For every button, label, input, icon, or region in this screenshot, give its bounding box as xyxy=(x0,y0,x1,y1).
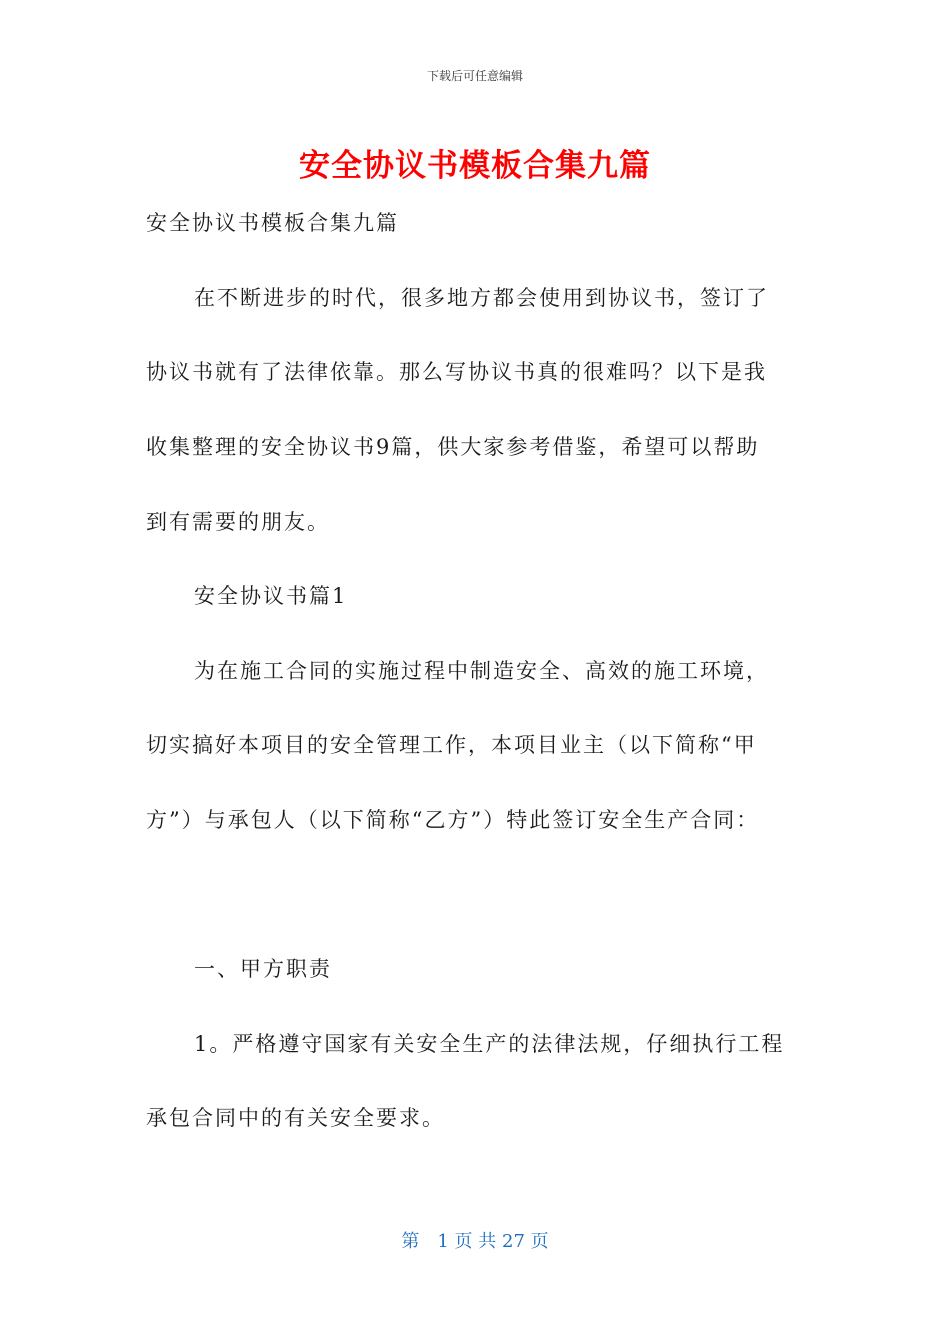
paragraph-line: 收集整理的安全协议书9篇，供大家参考借鉴，希望可以帮助 xyxy=(146,435,760,459)
paragraph-line: 1。严格遵守国家有关安全生产的法律法规，仔细执行工程 xyxy=(194,1032,785,1056)
paragraph-line: 协议书就有了法律依靠。那么写协议书真的很难吗？以下是我 xyxy=(146,360,767,384)
paragraph-line: 到有需要的朋友。 xyxy=(146,510,330,534)
document-title: 安全协议书模板合集九篇 xyxy=(299,148,651,184)
header-note: 下载后可任意编辑 xyxy=(426,69,523,83)
section-heading: 安全协议书篇1 xyxy=(194,584,348,608)
section-heading: 一、甲方职责 xyxy=(194,957,332,981)
paragraph-line: 在不断进步的时代，很多地方都会使用到协议书，签订了 xyxy=(194,286,769,310)
paragraph-line: 承包合同中的有关安全要求。 xyxy=(146,1106,445,1130)
paragraph-line: 方”）与承包人（以下简称“乙方”）特此签订安全生产合同： xyxy=(146,808,760,832)
page-number-footer: 第 1 页 共 27 页 xyxy=(401,1231,549,1252)
paragraph-line: 切实搞好本项目的安全管理工作，本项目业主（以下简称“甲 xyxy=(146,733,757,757)
subtitle-line: 安全协议书模板合集九篇 xyxy=(146,211,399,235)
paragraph-line: 为在施工合同的实施过程中制造安全、高效的施工环境， xyxy=(194,659,769,683)
